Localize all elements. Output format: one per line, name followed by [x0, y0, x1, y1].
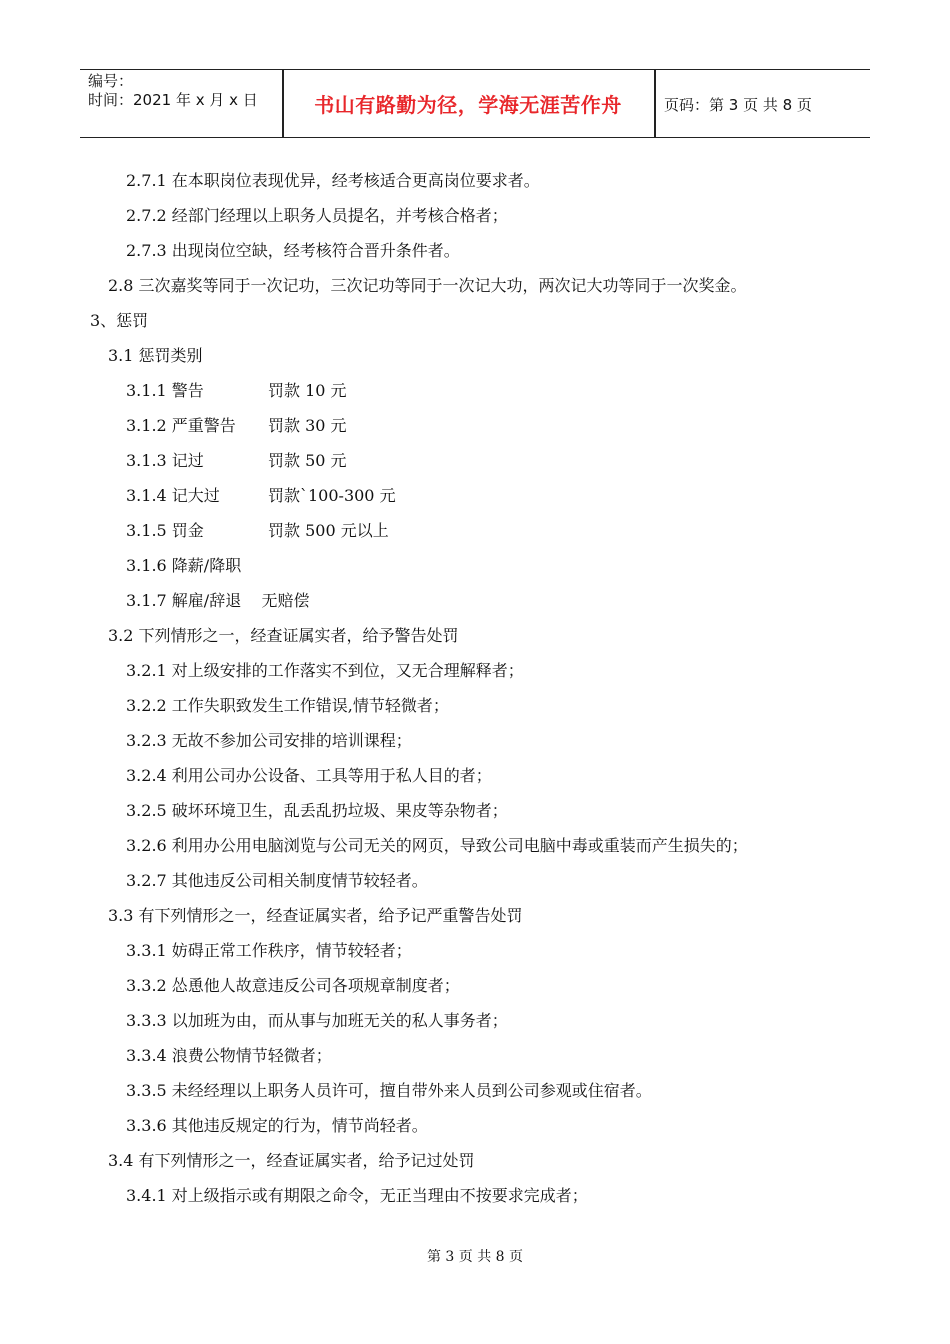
text-line: 3.3.2 怂恿他人故意违反公司各项规章制度者；: [126, 976, 460, 995]
date-label: 时间：2021 年 x 月 x 日: [88, 91, 258, 109]
header-left-cell: [88, 72, 258, 110]
text-line: 3.2.5 破坏环境卫生，乱丢乱扔垃圾、果皮等杂物者；: [126, 801, 508, 820]
text-line: 3.4 有下列情形之一，经查证属实者，给予记过处罚: [108, 1151, 475, 1170]
text-line: 3.1.4 记大过: [126, 486, 220, 505]
text-line: 3.3.1 妨碍正常工作秩序，情节较轻者；: [126, 941, 412, 960]
text-line: 3、惩罚: [90, 311, 149, 330]
text-line: 3.1.2 严重警告: [126, 416, 236, 435]
fine-amount: 罚款 30 元: [268, 416, 347, 435]
header-page-info: 页码：第 3 页 共 8 页: [664, 96, 812, 114]
page-header: [80, 69, 870, 138]
fine-amount: 罚款 50 元: [268, 451, 347, 470]
text-line: 3.2.3 无故不参加公司安排的培训课程；: [126, 731, 412, 750]
header-divider: [654, 70, 656, 137]
header-motto: 书山有路勤为径，学海无涯苦作舟: [314, 93, 622, 117]
text-line: 3.1.6 降薪/降职: [126, 556, 242, 575]
fine-amount: 罚款 500 元以上: [268, 521, 389, 540]
text-line: 3.2 下列情形之一，经查证属实者，给予警告处罚: [108, 626, 459, 645]
text-line: 3.2.1 对上级安排的工作落实不到位，又无合理解释者；: [126, 661, 524, 680]
fine-amount: 罚款`100-300 元: [268, 486, 396, 505]
text-line: 3.1.1 警告: [126, 381, 204, 400]
text-line: 3.1.7 解雇/辞退 无赔偿: [126, 591, 310, 610]
number-label: 编号：: [88, 72, 134, 90]
text-line: 3.4.1 对上级指示或有期限之命令，无正当理由不按要求完成者；: [126, 1186, 588, 1205]
text-line: 3.2.6 利用办公用电脑浏览与公司无关的网页，导致公司电脑中毒或重装而产生损失的；: [126, 836, 748, 855]
text-line: 2.7.3 出现岗位空缺，经考核符合晋升条件者。: [126, 241, 460, 260]
text-line: 3.1.5 罚金: [126, 521, 204, 540]
text-line: 3.1.3 记过: [126, 451, 204, 470]
text-line: 3.2.4 利用公司办公设备、工具等用于私人目的者；: [126, 766, 492, 785]
text-line: 3.2.2 工作失职致发生工作错误,情节轻微者；: [126, 696, 449, 715]
text-line: 2.7.1 在本职岗位表现优异，经考核适合更高岗位要求者。: [126, 171, 540, 190]
page-footer: 第 3 页 共 8 页: [426, 1249, 524, 1265]
text-line: 3.1 惩罚类别: [108, 346, 203, 365]
text-line: 3.3.6 其他违反规定的行为，情节尚轻者。: [126, 1116, 428, 1135]
text-line: 2.8 三次嘉奖等同于一次记功，三次记功等同于一次记大功，两次记大功等同于一次奖金。: [108, 276, 747, 295]
text-line: 3.3.3 以加班为由，而从事与加班无关的私人事务者；: [126, 1011, 508, 1030]
text-line: 2.7.2 经部门经理以上职务人员提名，并考核合格者；: [126, 206, 508, 225]
text-line: 3.2.7 其他违反公司相关制度情节较轻者。: [126, 871, 428, 890]
text-line: 3.3 有下列情形之一，经查证属实者，给予记严重警告处罚: [108, 906, 523, 925]
text-line: 3.3.5 未经经理以上职务人员许可，擅自带外来人员到公司参观或住宿者。: [126, 1081, 652, 1100]
text-line: 3.3.4 浪费公物情节轻微者；: [126, 1046, 332, 1065]
fine-amount: 罚款 10 元: [268, 381, 347, 400]
